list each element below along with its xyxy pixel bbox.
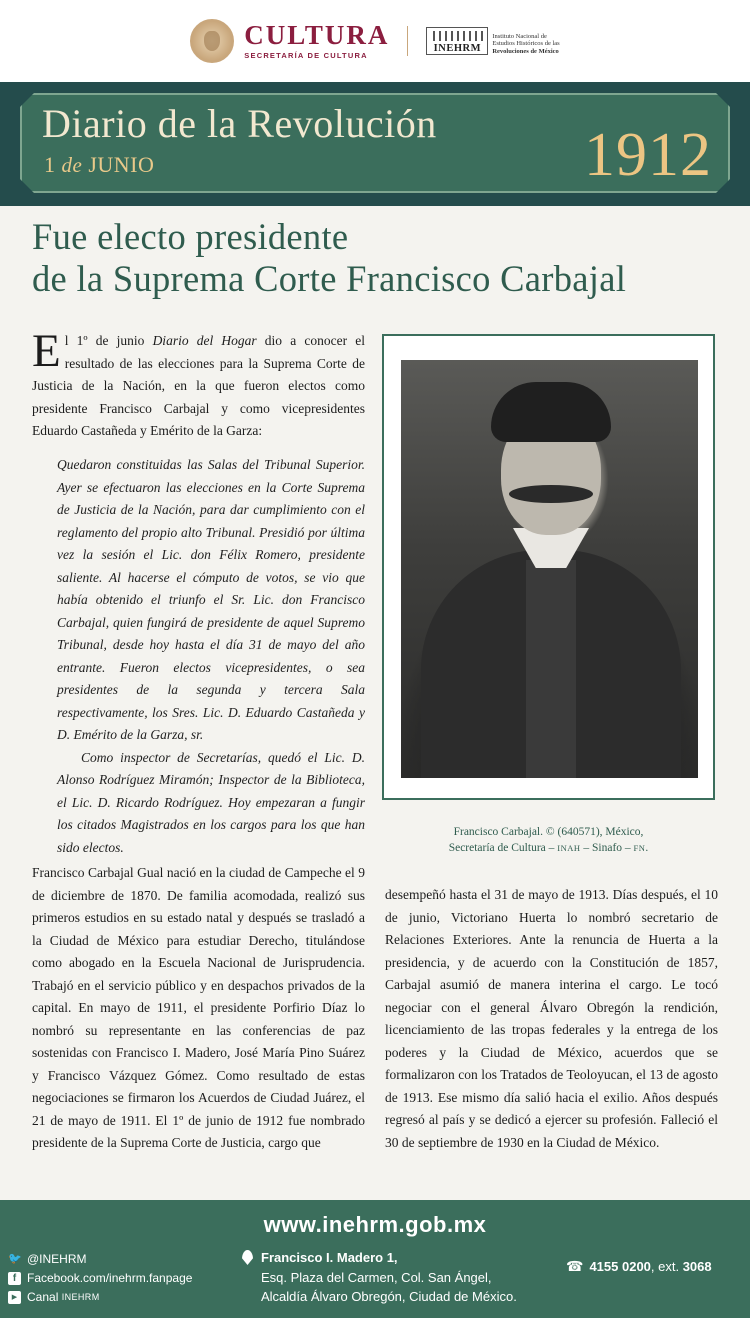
- inehrm-line-2: Estudios Históricos de las: [492, 40, 560, 48]
- headline-line-2: de la Suprema Corte Francisco Carbajal: [32, 258, 627, 299]
- social-links: [8, 1250, 192, 1307]
- inehrm-logo: [426, 27, 559, 55]
- youtube-icon: ▶: [8, 1291, 21, 1304]
- banner-year: 1912: [584, 121, 712, 189]
- logo-header: [0, 0, 750, 82]
- caption-credit-a: Secretaría de Cultura –: [448, 842, 558, 854]
- banner-month: JUNIO: [88, 152, 155, 177]
- facebook-link[interactable]: [8, 1269, 192, 1288]
- intro-paragraph: [32, 325, 365, 443]
- portrait-frame: [382, 334, 715, 800]
- phone-icon: ☎: [566, 1258, 584, 1274]
- facebook-url: Facebook.com/inehrm.fanpage: [27, 1271, 193, 1285]
- national-seal-icon: [190, 19, 234, 63]
- phone-ext-label: , ext.: [650, 1259, 683, 1274]
- caption-line-2: [382, 840, 715, 856]
- quote-paragraph-2: Como inspector de Secretarías, quedó el Lic. D. Alonso Rodríguez Miramón; Inspector de la Biblioteca, el Lic. D. Ricardo Rodríguez. Hoy empezaran a fungir los citados Magistrados en los cargos para los que han sido electos.: [57, 749, 365, 855]
- portrait-mustache: [509, 485, 593, 503]
- banner-date: [44, 152, 154, 178]
- youtube-link[interactable]: [8, 1288, 192, 1307]
- youtube-channel: INEHRM: [61, 1292, 100, 1302]
- intro-newspaper: Diario del Hogar: [152, 333, 257, 348]
- youtube-prefix: Canal: [27, 1290, 59, 1304]
- headline-line-1: Fue electo presidente: [32, 216, 349, 257]
- portrait-hair: [491, 382, 611, 442]
- twitter-link[interactable]: [8, 1250, 192, 1269]
- footer: [0, 1200, 750, 1318]
- body-column-right: desempeñó hasta el 31 de mayo de 1913. Días después, el 10 de junio, Victoriano Huerta lo nombró secretario de Relaciones Exteriores. Ante la renuncia de Huerta a la presidencia, y de acuerdo con la Constitución de 1857, Carbajal asumió de manera interina el cargo. Le tocó negociar con el general Álvaro Obregón la rendición, licenciamiento de las tropas federales y la entrega de los poderes y la Ciudad de México, acuerdos que se formalizaron con los Tratados de Teoloyucan, el 13 de agosto de 1913. Ese mismo día salió hacia el exilio. Años después regresó al país y se dedicó a ejercer su profesión. Falleció el 30 de septiembre de 1930 en la Ciudad de México.: [385, 887, 718, 1150]
- portrait-photo: [401, 360, 698, 778]
- intro-part-1: l 1º de junio: [64, 333, 153, 348]
- quote-paragraph-1: Quedaron constituidas las Salas del Tribunal Superior. Ayer se efectuaron las elecciones en la Corte Suprema de Justicia de la Nación, para dar cumplimiento con el reglamento del propio alto Tribunal. Presidió por última vez la sesión el Lic. don Félix Romero, presidente saliente. Al hacerse el cómputo de votos, se vio que había obtenido el triunfo el Sr. Lic. don Francisco Carbajal, quien fungirá de presidente de aquel Supremo Tribunal, desde hoy hasta el día 31 de mayo del año entrante. Fueron electos vicepresidentes, o sea presidentes de la segunda y tercera Sala respectivamente, los Sres. Lic. D. Eduardo Castañeda y D. Emérito de la Garza, sr.: [57, 457, 365, 742]
- phone-number: 4155 0200: [589, 1259, 651, 1274]
- inehrm-building-icon: [426, 27, 488, 55]
- caption-inah: INAH: [557, 843, 581, 853]
- caption-credit-b: – Sinafo –: [580, 842, 634, 854]
- phone-ext: 3068: [682, 1259, 712, 1274]
- inehrm-line-1: Instituto Nacional de: [492, 32, 547, 40]
- logo-divider: [407, 26, 408, 56]
- drop-cap: E: [32, 325, 61, 377]
- inehrm-logo-name: INEHRM: [433, 43, 482, 54]
- caption-credit-c: .: [645, 842, 649, 854]
- banner-day: 1: [44, 152, 56, 177]
- address: [242, 1248, 517, 1307]
- caption-line-1: Francisco Carbajal. © (640571), México,: [453, 826, 644, 838]
- twitter-icon: 🐦: [8, 1253, 22, 1265]
- website-link[interactable]: www.inehrm.gob.mx: [263, 1212, 487, 1237]
- caption-fn: FN: [633, 843, 646, 853]
- banner-title: Diario de la Revolución: [42, 101, 437, 146]
- body-column-left: Francisco Carbajal Gual nació en la ciudad de Campeche el 9 de diciembre de 1870. De familia acomodada, realizó sus primeros estudios en su estado natal y después se trasladó a la Ciudad de México para estudiar Derecho, titulándose como abogado en la Escuela Nacional de Jurisprudencia. Trabajó en el servicio público y en despachos privados de la capital. En mayo de 1911, el presidente Porfirio Díaz lo nombró su representante en las conferencias de paz sostenidas con Francisco I. Madero, José María Pino Suárez y Francisco Vázquez Gómez. Como resultado de estas negociaciones se firmaron los Acuerdos de Ciudad Juárez, el 21 de mayo de 1911. El 1º de junio de 1912 fue nombrado presidente de la Suprema Corte de Justicia, cargo que: [32, 865, 365, 1150]
- cultura-logo: [244, 22, 389, 60]
- twitter-handle: @INEHRM: [27, 1252, 87, 1266]
- banner-de: de: [61, 153, 83, 177]
- address-line-1: Francisco I. Madero 1,: [261, 1250, 398, 1265]
- address-line-2: Esq. Plaza del Carmen, Col. San Ángel,: [261, 1269, 492, 1285]
- address-line-3: Alcaldía Álvaro Obregón, Ciudad de México.: [261, 1289, 517, 1304]
- photo-caption: [382, 824, 715, 856]
- headline: [32, 216, 732, 300]
- cultura-logo-subtitle: SECRETARÍA DE CULTURA: [244, 51, 368, 61]
- phone-contact[interactable]: [566, 1258, 712, 1275]
- newspaper-quote: [57, 454, 365, 859]
- inehrm-line-3: Revoluciones de México: [492, 47, 559, 55]
- facebook-icon: f: [8, 1272, 21, 1285]
- portrait-vest: [526, 560, 576, 778]
- intro-part-2: dio a conocer el resultado de las elecciones para la Suprema Corte de Justicia de la Nación, en la que fueron electos como presidente Francisco Carbajal y como vicepresidentes Eduardo Castañeda y Emérito de la Garza:: [32, 333, 365, 438]
- inehrm-logo-text: [492, 33, 559, 55]
- cultura-logo-name: CULTURA: [244, 20, 390, 51]
